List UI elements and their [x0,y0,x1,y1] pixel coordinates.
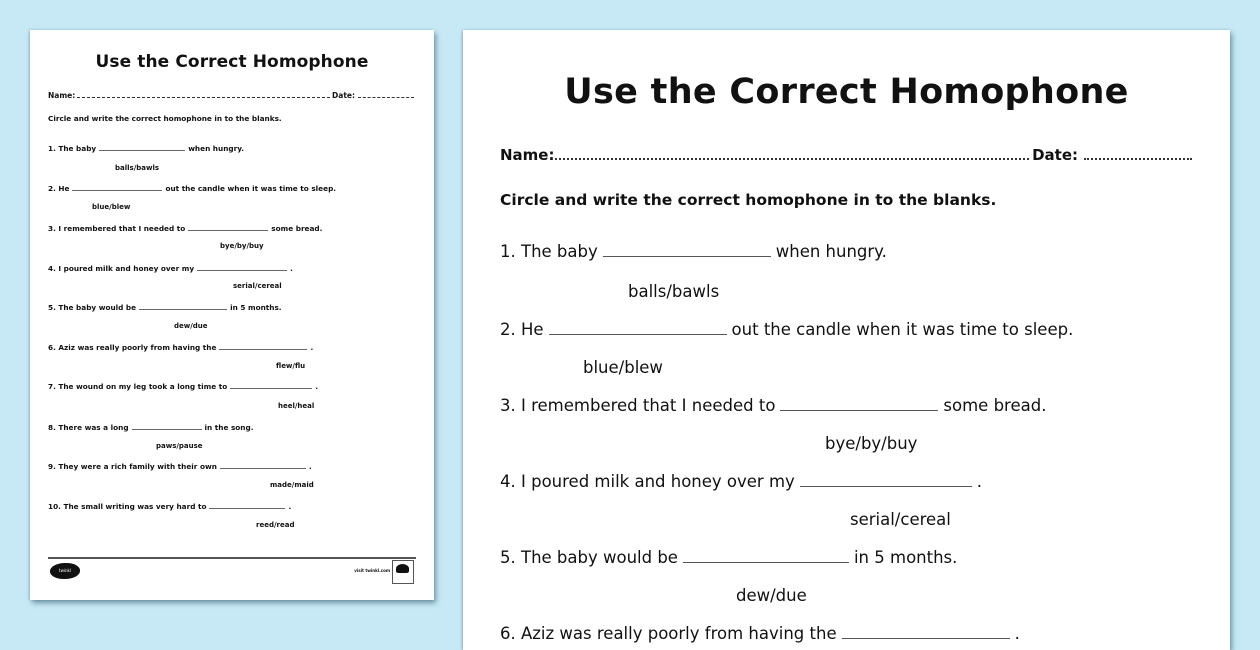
question-4 [500,472,982,491]
thumbnail-question [48,422,254,432]
logo-text: twinkl [59,568,71,573]
thumbnail-options: balls/bawls [115,164,160,172]
thumbnail-question [48,143,244,153]
answer-blank[interactable] [220,461,306,469]
answer-blank[interactable] [132,422,202,430]
question-text: in the song. [204,423,254,432]
thumbnail-name-date-row [48,91,414,100]
thumbnail-name-label: Name: [48,91,76,100]
question-text: 10. The small writing was very hard to [48,502,207,511]
thumbnail-options: serial/cereal [233,282,282,290]
question-text: in 5 months. [853,548,958,567]
question-text: . [308,462,312,471]
answer-blank[interactable] [603,242,771,257]
name-date-row [500,146,1192,164]
date-label: Date: [1032,146,1078,164]
answer-blank[interactable] [549,320,727,335]
question-text: out the candle when it was time to sleep. [731,320,1074,339]
question-text: when hungry. [775,242,887,261]
question-text: 1. The baby [500,242,598,261]
worksheet-zoomed-page [463,30,1230,650]
question-text: 4. I poured milk and honey over my [48,264,195,273]
thumbnail-question [48,461,312,471]
thumbnail-date-field[interactable] [358,97,414,98]
answer-blank[interactable] [209,501,285,509]
answer-blank[interactable] [72,183,162,191]
question-text: 2. He [500,320,544,339]
question-text: 1. The baby [48,144,97,153]
tree-logo-icon [392,560,414,584]
answer-blank[interactable] [800,472,972,487]
answer-blank[interactable] [842,624,1010,639]
question-3 [500,396,1046,415]
question-text: in 5 months. [230,303,282,312]
instruction-text: Circle and write the correct homophone in to the blanks. [500,191,997,209]
question-text: 2. He [48,184,70,193]
thumbnail-options: paws/pause [156,442,203,450]
question-text: 7. The wound on my leg took a long time to [48,382,228,391]
answer-blank[interactable] [99,143,185,151]
options-2: blue/blew [583,358,663,377]
thumbnail-options: reed/read [256,521,295,529]
answer-blank[interactable] [139,302,227,310]
question-text: 6. Aziz was really poorly from having the [48,343,217,352]
thumbnail-question [48,381,318,391]
options-5: dew/due [736,586,807,605]
thumbnail-instruction: Circle and write the correct homophone in to the blanks. [48,114,282,123]
thumbnail-name-field[interactable] [77,97,330,98]
name-label: Name: [500,146,555,164]
answer-blank[interactable] [780,396,938,411]
thumbnail-options: made/maid [270,481,314,489]
question-text: . [288,502,292,511]
options-3: bye/by/buy [825,434,918,453]
question-text: 3. I remembered that I needed to [48,224,186,233]
thumbnail-date-label: Date: [332,91,355,100]
question-1 [500,242,887,261]
thumbnail-options: dew/due [174,322,208,330]
question-text: 9. They were a rich family with their own [48,462,217,471]
answer-blank[interactable] [683,548,849,563]
name-field[interactable] [555,158,1029,160]
answer-blank[interactable] [219,342,307,350]
question-text: . [315,382,319,391]
answer-blank[interactable] [197,263,287,271]
question-5 [500,548,957,567]
question-text: . [1014,624,1020,643]
question-text: . [310,343,314,352]
thumbnail-question [48,501,291,511]
footer-divider [48,557,416,559]
question-text: 6. Aziz was really poorly from having the [500,624,837,643]
question-text: . [290,264,293,273]
question-2 [500,320,1073,339]
thumbnail-options: blue/blew [92,203,131,211]
question-text: some bread. [271,224,323,233]
thumbnail-options: heel/heal [278,402,315,410]
thumbnail-options: bye/by/buy [220,242,264,250]
twinkl-logo-icon [50,563,80,579]
thumbnail-question [48,223,322,233]
thumbnail-question [48,263,293,273]
thumbnail-title: Use the Correct Homophone [95,52,369,72]
question-text: 3. I remembered that I needed to [500,396,776,415]
question-text: out the candle when it was time to sleep. [165,184,337,193]
question-text: 5. The baby would be [48,303,137,312]
question-text: 5. The baby would be [500,548,678,567]
question-text: when hungry. [188,144,245,153]
options-1: balls/bawls [628,282,720,301]
question-6 [500,624,1020,643]
thumbnail-question [48,183,336,193]
question-text: 8. There was a long [48,423,129,432]
footer-text: visit twinkl.com [354,568,390,573]
worksheet-thumbnail-page [30,30,434,600]
worksheet-title: Use the Correct Homophone [564,72,1129,112]
answer-blank[interactable] [230,381,312,389]
date-field[interactable] [1084,158,1192,160]
question-text: . [976,472,983,491]
options-4: serial/cereal [850,510,951,529]
thumbnail-options: flew/flu [276,362,306,370]
question-text: some bread. [943,396,1047,415]
answer-blank[interactable] [188,223,268,231]
thumbnail-question [48,302,282,312]
question-text: 4. I poured milk and honey over my [500,472,795,491]
thumbnail-question [48,342,313,352]
